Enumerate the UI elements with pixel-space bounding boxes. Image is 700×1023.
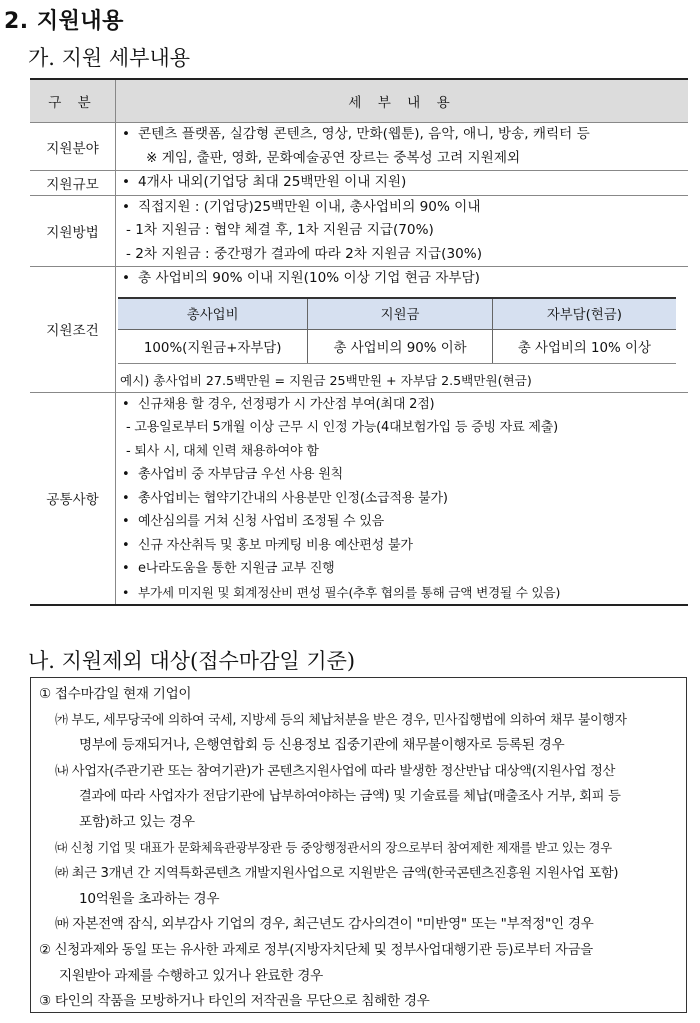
exclusion-item-3: ③ 타인의 작품을 모방하거나 타인의 저작권을 무단으로 침해한 경우: [39, 993, 430, 1010]
row-label-field: 지원분야: [30, 123, 116, 171]
row-label-condition: 지원조건: [30, 267, 116, 393]
row-label-method: 지원방법: [30, 195, 116, 267]
scale-text-1: 4개사 내외(기업당 최대 25백만원 이내 지원): [138, 174, 407, 190]
section-heading: 2. 지원내용: [4, 9, 124, 34]
header-details: 세 부 내 용: [116, 79, 689, 123]
bullet: •: [122, 537, 130, 553]
list-item: [116, 393, 688, 417]
scale-line-1: [116, 171, 688, 195]
list-item: [116, 510, 688, 534]
ratio-header-self: 자부담(현금): [492, 298, 676, 330]
exclusion-da-1: ㈐ 신청 기업 및 대표가 문화체육관광부장관 등 중앙행정관서의 장으로부터 참여제한 제재를 받고 있는 경우: [55, 840, 612, 855]
bullet: •: [122, 270, 131, 286]
common-text-3: 총사업비 중 자부담금 우선 사용 원칙: [138, 467, 344, 482]
common-text-5: 예산심의를 거쳐 신청 사업비 조정될 수 있음: [138, 514, 385, 529]
exclusion-box: [30, 677, 687, 1013]
table-row-condition: [30, 267, 688, 393]
row-content-method: [116, 195, 689, 267]
bullet: •: [122, 561, 130, 576]
bullet: •: [122, 467, 130, 482]
exclusion-na-3: 포함)하고 있는 경우: [79, 813, 195, 830]
list-item: [116, 463, 688, 487]
exclusion-ra-2: 10억원을 초과하는 경우: [79, 890, 220, 907]
ratio-header-row: [118, 298, 676, 330]
common-text-2: - 퇴사 시, 대체 인력 채용하여야 함: [126, 443, 319, 459]
ratio-table: [118, 297, 676, 364]
method-text-3: - 2차 지원금 : 중간평가 결과에 따라 2차 지원금 지급(30%): [126, 245, 482, 262]
row-label-scale: 지원규모: [30, 171, 116, 196]
field-text-2: ※ 게임, 출판, 영화, 문화예술공연 장르는 중복성 고려 지원제외: [146, 149, 521, 166]
ratio-header-total: 총사업비: [118, 298, 308, 330]
support-details-table: [30, 78, 688, 606]
bullet: •: [122, 584, 130, 600]
ratio-header-grant: 지원금: [308, 298, 492, 330]
common-text-0: 신규채용 할 경우, 선정평가 시 가산점 부여(최대 2점): [138, 396, 435, 412]
method-line-1: [116, 196, 688, 220]
common-text-6: 신규 자산취득 및 홍보 마케팅 비용 예산편성 불가: [138, 537, 413, 553]
ratio-value-row: [118, 329, 676, 363]
table-row-common: [30, 392, 688, 605]
bullet: •: [122, 396, 130, 412]
exclusion-na-1: ㈏ 사업자(주관기관 또는 참여기관)가 콘텐츠지원사업에 따라 발생한 정산반납 대상액(지원사업 정산: [55, 763, 616, 779]
list-item: [116, 557, 688, 581]
table-row-field: [30, 123, 688, 171]
list-item: [116, 581, 688, 605]
method-text-2: - 1차 지원금 : 협약 체결 후, 1차 지원금 지급(70%): [126, 222, 434, 238]
list-item: [116, 534, 688, 558]
ratio-cell-self: 총 사업비의 10% 이상: [492, 329, 676, 363]
bullet: •: [122, 126, 131, 142]
ratio-cell-total: 100%(지원금+자부담): [118, 329, 308, 363]
header-category: 구 분: [30, 79, 116, 123]
ratio-cell-grant: 총 사업비의 90% 이하: [308, 329, 492, 363]
list-item: [116, 487, 688, 511]
exclusion-item-2: ② 신청과제와 동일 또는 유사한 과제로 정부(지방자치단체 및 정부사업대행기관 등)로부터 자금을: [39, 942, 593, 958]
table-header-row: [30, 79, 688, 123]
subsection-title-b: 나. 지원제외 대상(접수마감일 기준): [28, 649, 356, 673]
condition-text-1: 총 사업비의 90% 이내 지원(10% 이상 기업 현금 자부담): [138, 270, 480, 286]
exclusion-item-1: ① 접수마감일 현재 기업이: [39, 686, 192, 702]
method-text-1: 직접지원 : (기업당)25백만원 이내, 총사업비의 90% 이내: [138, 198, 481, 215]
row-content-field: [116, 123, 689, 171]
subsection-title-a: 가. 지원 세부내용: [28, 46, 191, 70]
table-row-scale: [30, 171, 688, 196]
common-text-8: 부가세 미지원 및 회계정산비 편성 필수(추후 협의를 통해 금액 변경될 수 있음): [138, 584, 561, 600]
exclusion-ga-1: ㈎ 부도, 세무당국에 의하여 국세, 지방세 등의 체납처분을 받은 경우, 민사집행법에 의하여 채무 불이행자: [55, 712, 627, 728]
common-text-7: e나라도움을 통한 지원금 교부 진행: [138, 561, 335, 576]
row-content-condition: [116, 267, 689, 393]
field-text-1: 콘텐츠 플랫폼, 실감형 콘텐츠, 영상, 만화(웹툰), 음악, 애니, 방송, 캐릭터 등: [138, 126, 590, 142]
table-row-method: [30, 195, 688, 267]
exclusion-item-2-cont: 지원받아 과제를 수행하고 있거나 완료한 경우: [59, 967, 323, 984]
exclusion-ra-1: ㈑ 최근 3개년 간 지역특화콘텐츠 개발지원사업으로 지원받은 금액(한국콘텐츠진흥원 지원사업 포함): [55, 866, 619, 882]
exclusion-ga-2: 명부에 등재되거나, 은행연합회 등 신용정보 집중기관에 채무불이행자로 등록된 경우: [79, 737, 565, 754]
bullet: •: [122, 198, 131, 215]
common-text-1: - 고용일로부터 5개월 이상 근무 시 인정 가능(4대보험가입 등 증빙 자료 제출): [126, 420, 559, 435]
bullet: •: [122, 174, 131, 190]
common-text-4: 총사업비는 협약기간내의 사용분만 인정(소급적용 불가): [138, 490, 448, 506]
bullet: •: [122, 490, 130, 506]
condition-line-1: [116, 267, 688, 291]
row-label-common: 공통사항: [30, 392, 116, 605]
field-line-1: [116, 123, 688, 147]
exclusion-na-2: 결과에 따라 사업자가 전담기관에 납부하여야하는 금액) 및 기술료를 체납(매출조사 거부, 회피 등: [79, 789, 621, 805]
condition-example: 예시) 총사업비 27.5백만원 = 지원금 25백만원 + 자부담 2.5백만원(현금): [120, 372, 532, 388]
row-content-common: [116, 392, 689, 605]
exclusion-ma-1: ㈒ 자본전액 잠식, 외부감사 기업의 경우, 최근년도 감사의견이 "미반영" 또는 "부적정"인 경우: [55, 916, 594, 933]
row-content-scale: [116, 171, 689, 196]
bullet: •: [122, 514, 130, 529]
